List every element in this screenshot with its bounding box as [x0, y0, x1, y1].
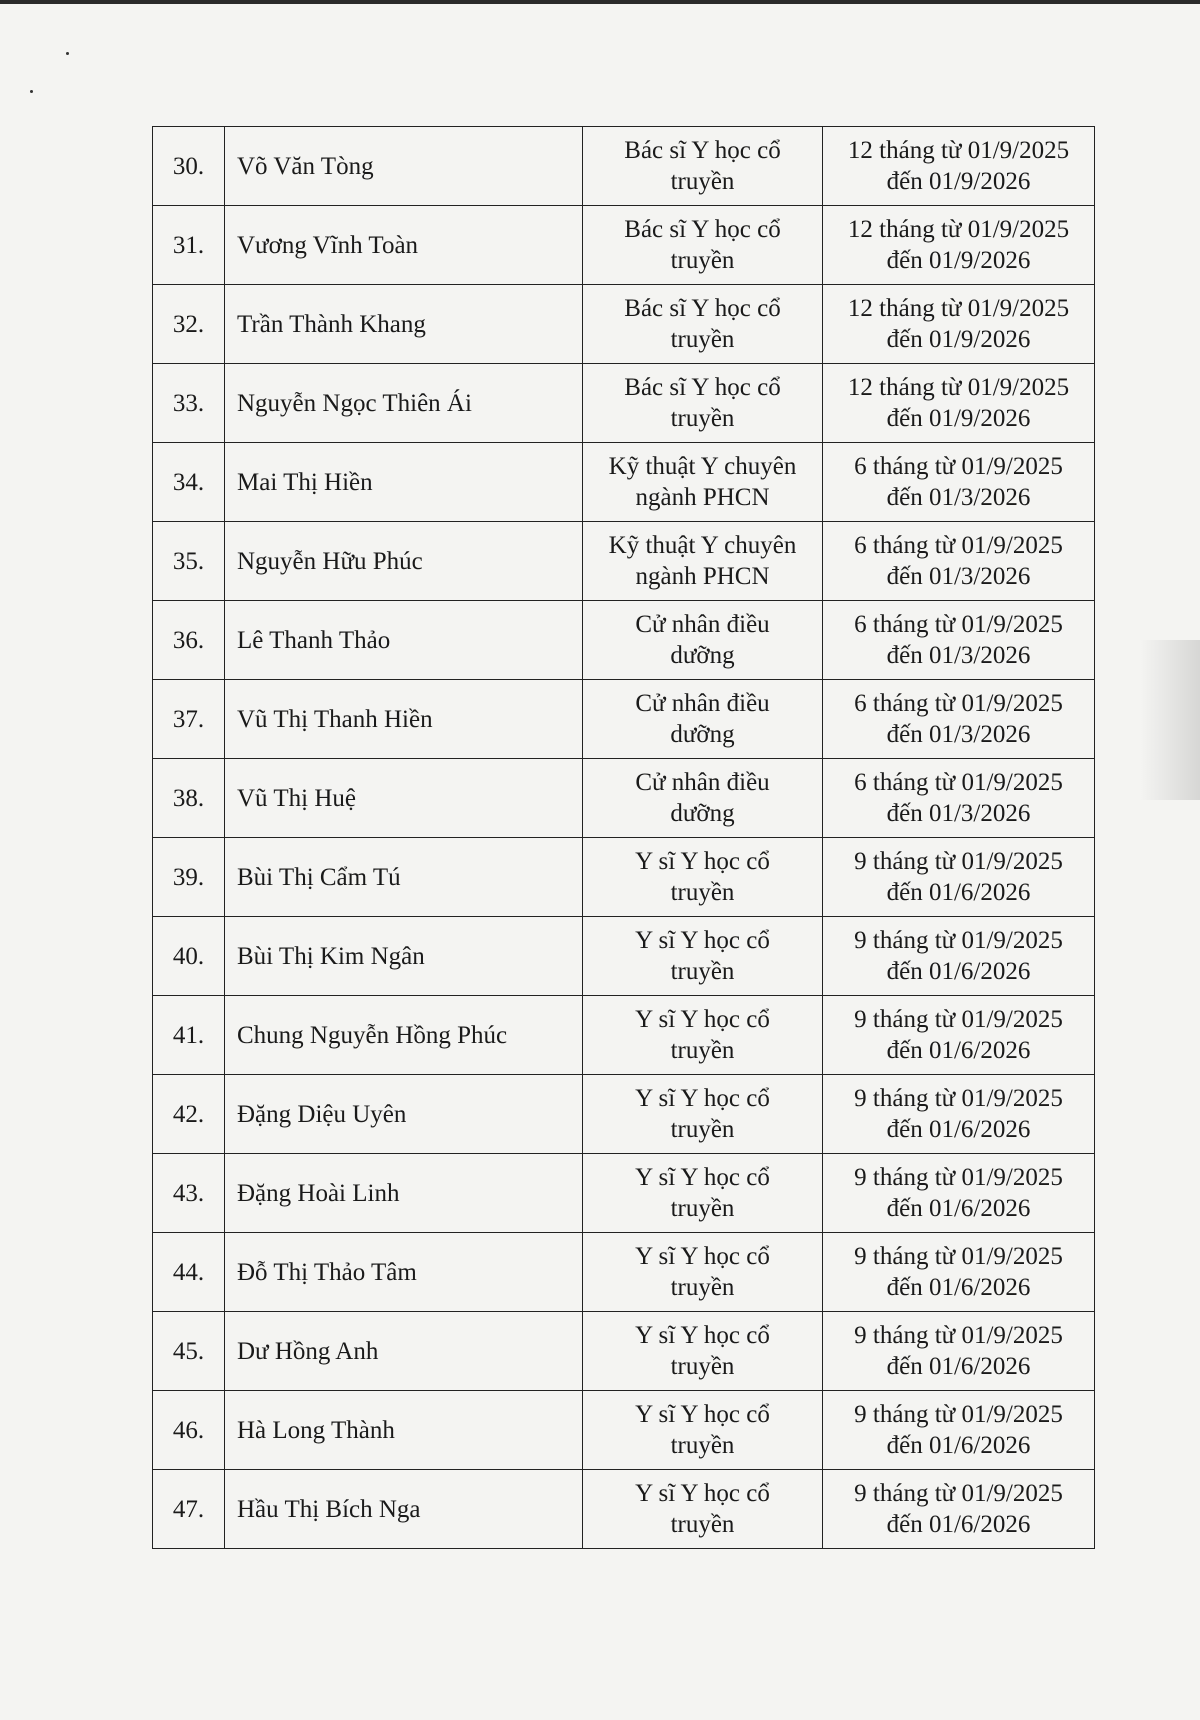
person-name: Bùi Thị Kim Ngân — [225, 917, 583, 996]
duration — [823, 996, 1095, 1075]
duration-line: 12 tháng từ 01/9/2025 — [847, 295, 1070, 322]
job-title-line: Bác sĩ Y học cổ — [624, 295, 781, 322]
job-title — [583, 522, 823, 601]
job-title-line: truyền — [670, 247, 735, 274]
job-title-line: dưỡng — [670, 800, 735, 827]
duration-line: 6 tháng từ 01/9/2025 — [854, 769, 1063, 796]
job-title-line: Bác sĩ Y học cổ — [624, 374, 781, 401]
job-title-line: Kỹ thuật Y chuyên — [608, 453, 797, 480]
row-number: 33. — [153, 364, 225, 443]
job-title-line: truyền — [670, 326, 735, 353]
table-row — [153, 680, 1095, 759]
row-number: 46. — [153, 1391, 225, 1470]
job-title — [583, 1154, 823, 1233]
duration-line: 6 tháng từ 01/9/2025 — [854, 690, 1063, 717]
job-title-line: Cử nhân điều — [635, 690, 770, 717]
duration-line: đến 01/9/2026 — [886, 405, 1031, 432]
job-title — [583, 364, 823, 443]
job-title-line: truyền — [670, 1432, 735, 1459]
scan-top-edge — [0, 0, 1200, 4]
row-number: 42. — [153, 1075, 225, 1154]
row-number: 38. — [153, 759, 225, 838]
table-row — [153, 206, 1095, 285]
table-row — [153, 838, 1095, 917]
duration-line: đến 01/6/2026 — [886, 1432, 1031, 1459]
duration-line: 9 tháng từ 01/9/2025 — [854, 848, 1063, 875]
job-title-line: truyền — [670, 1195, 735, 1222]
duration — [823, 285, 1095, 364]
duration — [823, 364, 1095, 443]
person-name: Đặng Hoài Linh — [225, 1154, 583, 1233]
job-title-line: ngành PHCN — [635, 484, 770, 511]
table-row — [153, 1154, 1095, 1233]
job-title-line: truyền — [670, 405, 735, 432]
person-name: Đặng Diệu Uyên — [225, 1075, 583, 1154]
row-number: 36. — [153, 601, 225, 680]
duration-line: 12 tháng từ 01/9/2025 — [847, 137, 1070, 164]
job-title-line: Bác sĩ Y học cổ — [624, 137, 781, 164]
table-row — [153, 1075, 1095, 1154]
job-title — [583, 1470, 823, 1549]
row-number: 40. — [153, 917, 225, 996]
job-title — [583, 1391, 823, 1470]
duration-line: đến 01/6/2026 — [886, 1511, 1031, 1538]
duration-line: đến 01/9/2026 — [886, 168, 1031, 195]
duration — [823, 443, 1095, 522]
job-title — [583, 680, 823, 759]
table-row — [153, 759, 1095, 838]
job-title-line: Y sĩ Y học cổ — [635, 1085, 770, 1112]
duration — [823, 1154, 1095, 1233]
duration-line: đến 01/6/2026 — [886, 1353, 1031, 1380]
row-number: 44. — [153, 1233, 225, 1312]
duration-line: đến 01/6/2026 — [886, 1195, 1031, 1222]
job-title — [583, 759, 823, 838]
scan-speck — [30, 90, 33, 93]
table-row — [153, 1470, 1095, 1549]
job-title-line: Y sĩ Y học cổ — [635, 1243, 770, 1270]
job-title — [583, 838, 823, 917]
job-title — [583, 996, 823, 1075]
row-number: 35. — [153, 522, 225, 601]
row-number: 31. — [153, 206, 225, 285]
duration — [823, 917, 1095, 996]
duration-line: 6 tháng từ 01/9/2025 — [854, 532, 1063, 559]
job-title-line: Cử nhân điều — [635, 611, 770, 638]
duration-line: 9 tháng từ 01/9/2025 — [854, 927, 1063, 954]
job-title-line: truyền — [670, 1274, 735, 1301]
job-title-line: truyền — [670, 1511, 735, 1538]
job-title-line: Y sĩ Y học cổ — [635, 1322, 770, 1349]
duration-line: đến 01/3/2026 — [886, 642, 1031, 669]
duration-line: 9 tháng từ 01/9/2025 — [854, 1480, 1063, 1507]
duration-line: 9 tháng từ 01/9/2025 — [854, 1085, 1063, 1112]
duration — [823, 759, 1095, 838]
scan-speck — [66, 52, 69, 55]
job-title-line: truyền — [670, 168, 735, 195]
duration-line: đến 01/3/2026 — [886, 484, 1031, 511]
table-row — [153, 601, 1095, 680]
person-name: Đỗ Thị Thảo Tâm — [225, 1233, 583, 1312]
job-title — [583, 285, 823, 364]
person-name: Chung Nguyễn Hồng Phúc — [225, 996, 583, 1075]
row-number: 41. — [153, 996, 225, 1075]
row-number: 30. — [153, 127, 225, 206]
duration — [823, 680, 1095, 759]
row-number: 45. — [153, 1312, 225, 1391]
duration-line: 9 tháng từ 01/9/2025 — [854, 1164, 1063, 1191]
table-row — [153, 1312, 1095, 1391]
staff-table — [152, 126, 1095, 1549]
duration-line: 12 tháng từ 01/9/2025 — [847, 374, 1070, 401]
table-row — [153, 996, 1095, 1075]
duration-line: 9 tháng từ 01/9/2025 — [854, 1322, 1063, 1349]
job-title — [583, 127, 823, 206]
duration — [823, 1233, 1095, 1312]
row-number: 37. — [153, 680, 225, 759]
job-title-line: Y sĩ Y học cổ — [635, 848, 770, 875]
duration-line: 9 tháng từ 01/9/2025 — [854, 1401, 1063, 1428]
job-title — [583, 206, 823, 285]
job-title-line: dưỡng — [670, 721, 735, 748]
duration-line: đến 01/3/2026 — [886, 721, 1031, 748]
duration-line: 9 tháng từ 01/9/2025 — [854, 1006, 1063, 1033]
person-name: Vũ Thị Thanh Hiền — [225, 680, 583, 759]
job-title — [583, 917, 823, 996]
duration-line: đến 01/6/2026 — [886, 879, 1031, 906]
job-title-line: truyền — [670, 1116, 735, 1143]
job-title-line: Y sĩ Y học cổ — [635, 1164, 770, 1191]
person-name: Vũ Thị Huệ — [225, 759, 583, 838]
person-name: Nguyễn Ngọc Thiên Ái — [225, 364, 583, 443]
job-title-line: truyền — [670, 879, 735, 906]
person-name: Mai Thị Hiền — [225, 443, 583, 522]
duration — [823, 127, 1095, 206]
duration-line: 12 tháng từ 01/9/2025 — [847, 216, 1070, 243]
row-number: 32. — [153, 285, 225, 364]
job-title — [583, 1233, 823, 1312]
table-row — [153, 522, 1095, 601]
duration-line: đến 01/6/2026 — [886, 1274, 1031, 1301]
person-name: Hầu Thị Bích Nga — [225, 1470, 583, 1549]
person-name: Trần Thành Khang — [225, 285, 583, 364]
person-name: Vương Vĩnh Toàn — [225, 206, 583, 285]
table-row — [153, 917, 1095, 996]
job-title-line: Kỹ thuật Y chuyên — [608, 532, 797, 559]
staff-table-body — [153, 127, 1095, 1549]
table-row — [153, 364, 1095, 443]
table-row — [153, 1233, 1095, 1312]
job-title-line: truyền — [670, 1353, 735, 1380]
scan-shadow — [1140, 640, 1200, 800]
duration — [823, 1312, 1095, 1391]
duration-line: 6 tháng từ 01/9/2025 — [854, 611, 1063, 638]
job-title-line: truyền — [670, 1037, 735, 1064]
duration-line: đến 01/6/2026 — [886, 1037, 1031, 1064]
duration — [823, 206, 1095, 285]
job-title-line: truyền — [670, 958, 735, 985]
duration-line: đến 01/6/2026 — [886, 1116, 1031, 1143]
duration — [823, 522, 1095, 601]
job-title-line: Bác sĩ Y học cổ — [624, 216, 781, 243]
row-number: 43. — [153, 1154, 225, 1233]
job-title-line: Cử nhân điều — [635, 769, 770, 796]
person-name: Nguyễn Hữu Phúc — [225, 522, 583, 601]
duration — [823, 1391, 1095, 1470]
row-number: 34. — [153, 443, 225, 522]
duration — [823, 838, 1095, 917]
person-name: Bùi Thị Cẩm Tú — [225, 838, 583, 917]
job-title — [583, 601, 823, 680]
job-title — [583, 443, 823, 522]
job-title-line: Y sĩ Y học cổ — [635, 1480, 770, 1507]
duration-line: đến 01/3/2026 — [886, 563, 1031, 590]
person-name: Lê Thanh Thảo — [225, 601, 583, 680]
duration-line: 6 tháng từ 01/9/2025 — [854, 453, 1063, 480]
duration — [823, 601, 1095, 680]
duration-line: đến 01/6/2026 — [886, 958, 1031, 985]
table-row — [153, 443, 1095, 522]
row-number: 39. — [153, 838, 225, 917]
job-title-line: ngành PHCN — [635, 563, 770, 590]
person-name: Võ Văn Tòng — [225, 127, 583, 206]
job-title — [583, 1075, 823, 1154]
duration-line: đến 01/3/2026 — [886, 800, 1031, 827]
job-title-line: dưỡng — [670, 642, 735, 669]
row-number: 47. — [153, 1470, 225, 1549]
job-title-line: Y sĩ Y học cổ — [635, 927, 770, 954]
duration — [823, 1075, 1095, 1154]
duration — [823, 1470, 1095, 1549]
person-name: Hà Long Thành — [225, 1391, 583, 1470]
job-title-line: Y sĩ Y học cổ — [635, 1401, 770, 1428]
table-row — [153, 1391, 1095, 1470]
duration-line: đến 01/9/2026 — [886, 326, 1031, 353]
table-row — [153, 127, 1095, 206]
job-title — [583, 1312, 823, 1391]
table-row — [153, 285, 1095, 364]
job-title-line: Y sĩ Y học cổ — [635, 1006, 770, 1033]
person-name: Dư Hồng Anh — [225, 1312, 583, 1391]
duration-line: đến 01/9/2026 — [886, 247, 1031, 274]
duration-line: 9 tháng từ 01/9/2025 — [854, 1243, 1063, 1270]
